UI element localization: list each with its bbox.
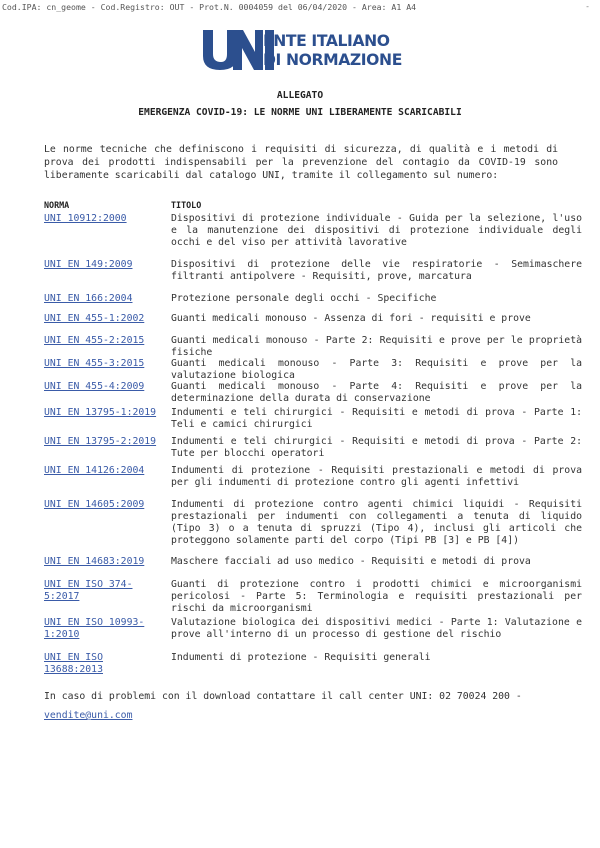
standard-title: Indumenti di protezione - Requisiti generali — [171, 652, 431, 663]
standard-title: Guanti medicali monouso - Parte 3: Requisiti e prove per la valutazione biologica — [171, 358, 582, 381]
allegato-title: ALLEGATO — [276, 90, 324, 101]
corner-mark: - — [585, 2, 590, 11]
standard-title: Indumenti di protezione contro agenti chimici liquidi - Requisiti prestazionali per indumenti con collegamenti a tenuta di liquido (Tipo 3) o a tenuta di spruzzi (Tipo 4), inclusi gli articoli che proteggono solamente parti del corpo (Tipi PB [3] e PB [4]) — [171, 499, 582, 546]
standard-title: Indumenti di protezione - Requisiti prestazionali e metodi di prova per gli indumenti di protezione contro gli agenti infettivi — [171, 465, 582, 488]
column-header-titolo: TITOLO — [171, 200, 202, 210]
standard-link[interactable]: UNI EN 14605:2009 — [44, 499, 145, 510]
standard-title: Dispositivi di protezione individuale - Guida per la selezione, l'uso e la manutenzione dei dispositivi di protezione individuale degli occhi e del viso per attività lavorative — [171, 213, 582, 248]
logo-line-1: ENTE ITALIANO — [263, 32, 390, 50]
standard-title: Maschere facciali ad uso medico - Requisiti e metodi di prova — [171, 556, 531, 567]
footer-contact: In caso di problemi con il download contattare il call center UNI: 02 70024 200 - — [44, 691, 522, 702]
standard-link[interactable]: UNI EN 455-1:2002 — [44, 313, 145, 324]
standard-link[interactable]: UNI EN 455-4:2009 — [44, 381, 145, 392]
standard-link[interactable]: UNI EN 13795-1:2019 — [44, 407, 157, 418]
email-link[interactable]: vendite@uni.com — [44, 710, 133, 721]
standard-link[interactable]: UNI EN 166:2004 — [44, 293, 133, 304]
standard-title: Guanti di protezione contro i prodotti chimici e microorganismi pericolosi - Parte 5: Terminologia e requisiti prestazionali per rischi da microorganismi — [171, 579, 582, 614]
document-subtitle: EMERGENZA COVID-19: LE NORME UNI LIBERAMENTE SCARICABILI — [138, 107, 462, 118]
standard-link[interactable]: UNI EN 149:2009 — [44, 259, 133, 270]
standard-link[interactable]: UNI EN ISO 10993-1:2010 — [44, 617, 145, 640]
standard-link[interactable]: UNI EN ISO 13688:2013 — [44, 652, 103, 675]
intro-paragraph: Le norme tecniche che definiscono i requisiti di sicurezza, di qualità e i metodi di prova dei prodotti indispensabili per la prevenzione del contagio da COVID-19 sono liberamente scaricabili dal catalogo UNI, tramite il collegamento sul numero: — [44, 144, 558, 181]
standard-title: Protezione personale degli occhi - Specifiche — [171, 293, 437, 304]
column-header-norma: NORMA — [44, 200, 70, 210]
standard-title: Guanti medicali monouso - Parte 2: Requisiti e prove per le proprietà fisiche — [171, 335, 582, 358]
standard-link[interactable]: UNI EN 14683:2019 — [44, 556, 145, 567]
standard-link[interactable]: UNI EN 13795-2:2019 — [44, 436, 157, 447]
logo-line-2: DI NORMAZIONE — [263, 51, 402, 69]
standard-title: Indumenti e teli chirurgici - Requisiti e metodi di prova - Parte 1: Teli e camici chirurgici — [171, 407, 582, 430]
standard-title: Guanti medicali monouso - Assenza di fori - requisiti e prove — [171, 313, 531, 324]
standard-title: Dispositivi di protezione delle vie respiratorie - Semimaschere filtranti antipolvere - Requisiti, prove, marcatura — [171, 259, 582, 282]
standard-title: Valutazione biologica dei dispositivi medici - Parte 1: Valutazione e prove all'interno di un processo di gestione del rischio — [171, 617, 582, 640]
standard-link[interactable]: UNI EN 455-2:2015 — [44, 335, 145, 346]
protocol-header: Cod.IPA: cn_geome - Cod.Registro: OUT - Prot.N. 0004059 del 06/04/2020 - Area: A1 A4 — [2, 2, 417, 12]
standard-link[interactable]: UNI 10912:2000 — [44, 213, 127, 224]
standard-link[interactable]: UNI EN 455-3:2015 — [44, 358, 145, 369]
standard-link[interactable]: UNI EN 14126:2004 — [44, 465, 145, 476]
standard-link[interactable]: UNI EN ISO 374-5:2017 — [44, 579, 133, 602]
standard-title: Indumenti e teli chirurgici - Requisiti e metodi di prova - Parte 2: Tute per blocchi operatori — [171, 436, 582, 459]
standard-title: Guanti medicali monouso - Parte 4: Requisiti e prove per la determinazione della durata di conservazione — [171, 381, 582, 404]
